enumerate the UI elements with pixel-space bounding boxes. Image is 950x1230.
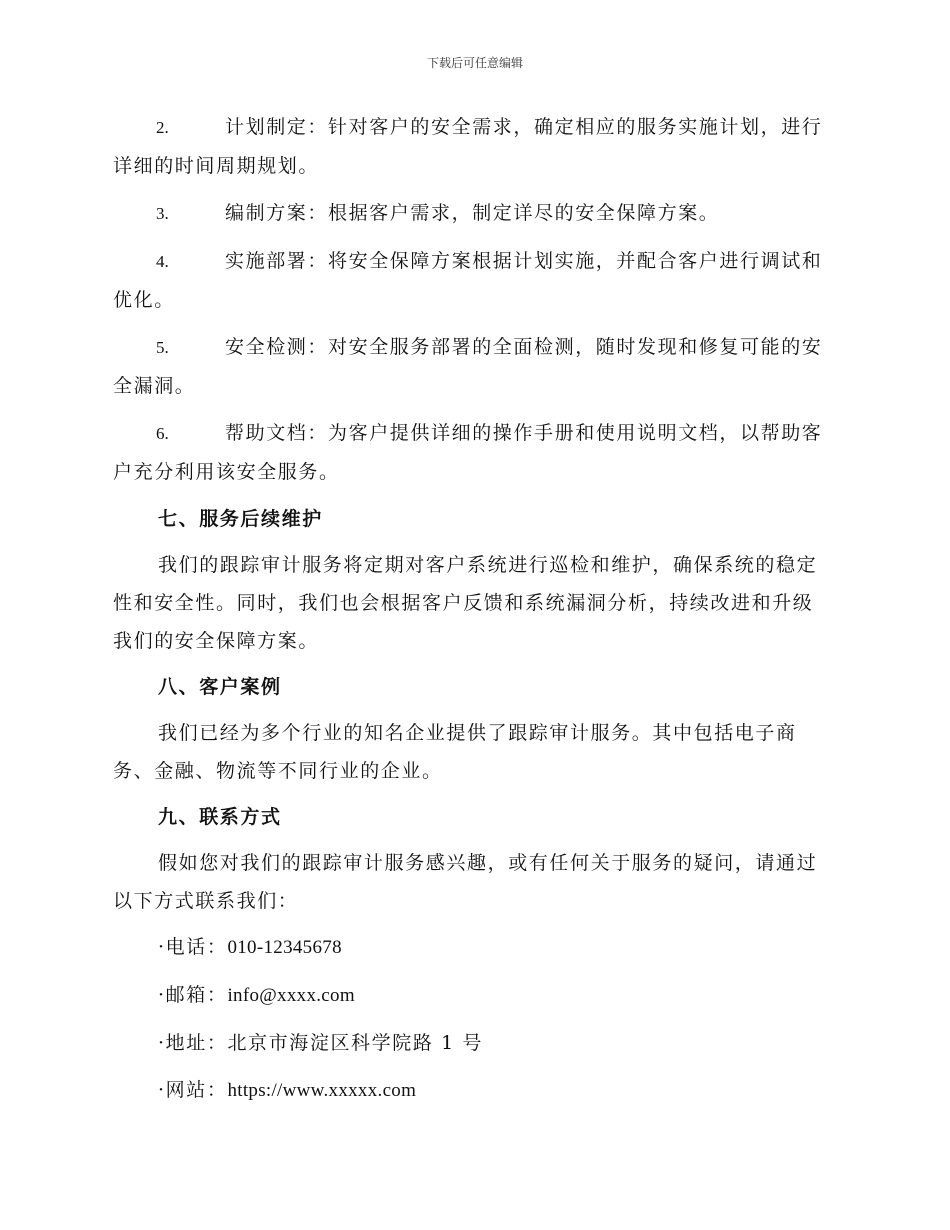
bullet: ·	[158, 1079, 166, 1101]
section-body-contact: 假如您对我们的跟踪审计服务感兴趣，或有任何关于服务的疑问，请通过以下方式联系我们：	[113, 852, 818, 912]
list-item	[113, 242, 833, 319]
section-body-cases: 我们已经为多个行业的知名企业提供了跟踪审计服务。其中包括电子商务、金融、物流等不同行业的企业。	[113, 722, 797, 782]
contact-value: info@xxxx.com	[227, 985, 355, 1006]
list-item-text: 帮助文档：为客户提供详细的操作手册和使用说明文档，以帮助客户充分利用该安全服务。	[113, 422, 823, 483]
list-item-number: 2.	[156, 118, 169, 137]
section-body-maintenance: 我们的跟踪审计服务将定期对客户系统进行巡检和维护，确保系统的稳定性和安全性。同时，我们也会根据客户反馈和系统漏洞分析，持续改进和升级我们的安全保障方案。	[113, 554, 818, 652]
list-item-text: 编制方案：根据客户需求，制定详尽的安全保障方案。	[225, 202, 720, 224]
contact-value: 北京市海淀区科学院路 1 号	[227, 1032, 484, 1054]
contact-email	[113, 976, 833, 1015]
contact-label: 电话：	[165, 936, 228, 958]
list-item	[113, 328, 833, 405]
list-item-number: 6.	[156, 424, 169, 443]
section-heading-contact: 九、联系方式	[158, 806, 282, 828]
list-item	[113, 194, 833, 233]
contact-phone	[113, 928, 833, 967]
list-item-text: 安全检测：对安全服务部署的全面检测，随时发现和修复可能的安全漏洞。	[113, 336, 823, 397]
list-item	[113, 108, 833, 185]
list-item-number: 4.	[156, 252, 169, 271]
bullet: ·	[158, 1032, 166, 1054]
list-item-number: 3.	[156, 204, 169, 223]
contact-value: 010-12345678	[227, 937, 342, 958]
bullet: ·	[158, 984, 166, 1006]
list-item-text: 实施部署：将安全保障方案根据计划实施，并配合客户进行调试和优化。	[113, 250, 823, 311]
section-heading-maintenance: 七、服务后续维护	[158, 508, 323, 530]
list-item	[113, 414, 833, 491]
contact-label: 网站：	[165, 1079, 228, 1101]
bullet: ·	[158, 936, 166, 958]
contact-value: https://www.xxxxx.com	[227, 1080, 417, 1101]
section-heading-cases: 八、客户案例	[158, 676, 282, 698]
contact-label: 地址：	[165, 1032, 228, 1054]
contact-label: 邮箱：	[165, 984, 228, 1006]
page-header: 下载后可任意编辑	[426, 56, 523, 70]
list-item-number: 5.	[156, 338, 169, 357]
list-item-text: 计划制定：针对客户的安全需求，确定相应的服务实施计划，进行详细的时间周期规划。	[113, 116, 823, 177]
contact-address	[113, 1024, 833, 1062]
document-body	[113, 108, 833, 1119]
contact-website	[113, 1071, 833, 1110]
